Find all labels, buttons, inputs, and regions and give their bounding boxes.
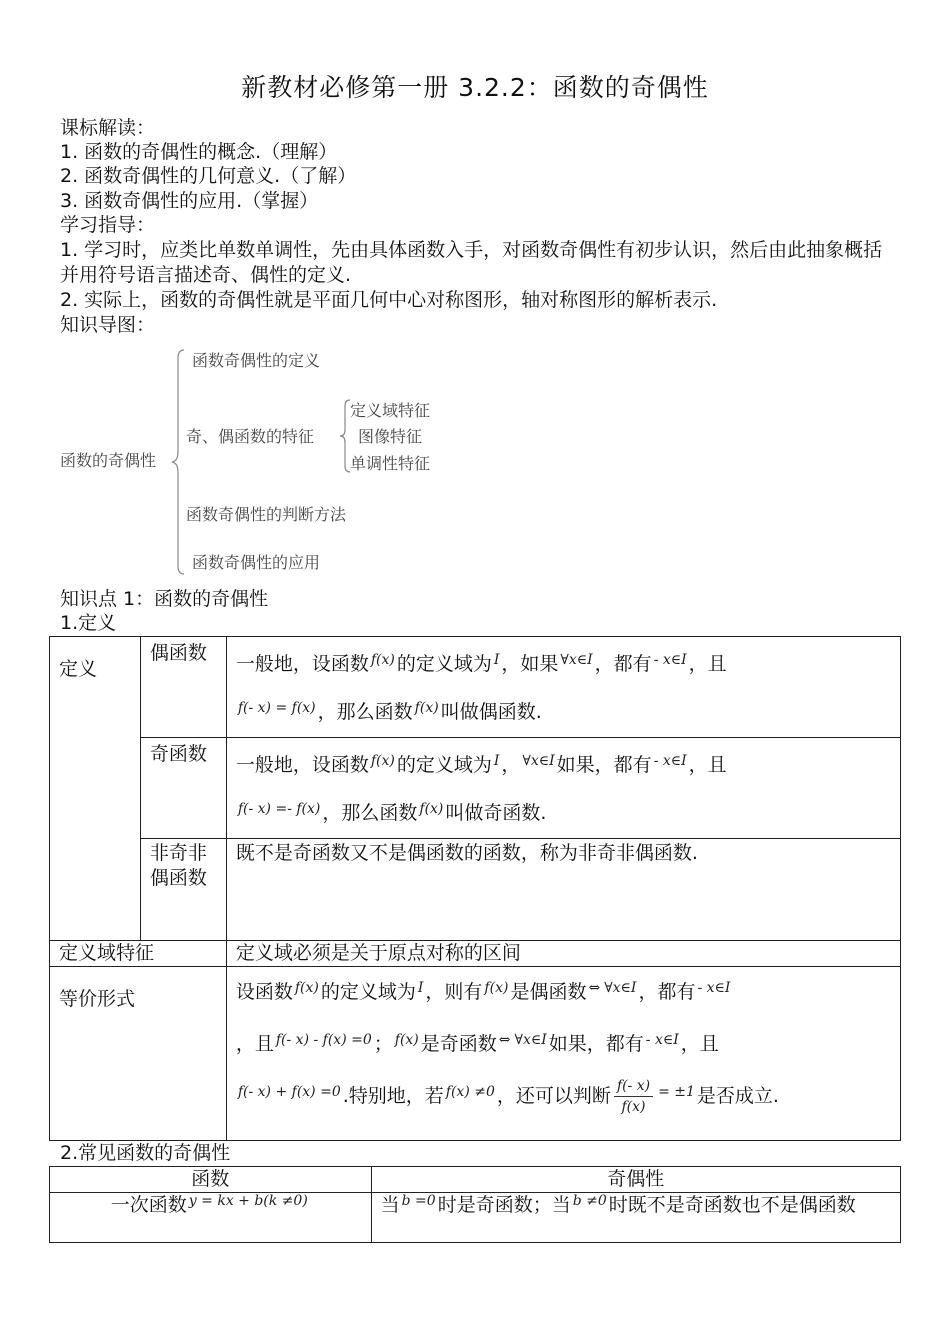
odd-definition: 一般地，设函数 $^{f(x)}$ 的定义域为 $^I$ ， $^{\forall x\in I}$ 如果，都有 $^{- x\in I}$ ，且 $^{f(- x) =- f(x)}$ ，那么函数 $^{f(x)}$ 叫做奇函数.	[226, 738, 900, 839]
math-linear-formula: y = kx + b(k ≠0)	[188, 1193, 308, 1209]
label-odd-function: 奇函数	[140, 738, 226, 839]
label-domain-feature: 定义域特征	[50, 941, 227, 967]
section1-heading: 知识点 1：函数的奇偶性	[60, 588, 269, 610]
label-definition: 定义	[50, 637, 141, 941]
math-fx: f(x)	[370, 652, 395, 668]
math-neg-x: - x∈I	[653, 753, 687, 769]
label-neither-function: 非奇非偶函数	[140, 839, 226, 941]
label-equivalent-form: 等价形式	[50, 967, 227, 1141]
col-header-function: 函数	[50, 1167, 372, 1193]
math-forall: ∀x∈I	[604, 980, 637, 996]
common-functions-table	[49, 1166, 901, 1243]
col-header-parity: 奇偶性	[371, 1167, 900, 1193]
mindmap-root-brace	[170, 348, 186, 576]
math-fx-nonzero: f(x) ≠0	[445, 1084, 495, 1100]
domain-feature-text: 定义域必须是关于原点对称的区间	[226, 941, 900, 967]
math-fx: f(x)	[394, 1032, 419, 1048]
neither-definition: 既不是奇函数又不是偶函数的函数，称为非奇非偶函数.	[226, 839, 900, 941]
math-forall: ∀x∈I	[560, 652, 593, 668]
math-b-zero: b =0	[401, 1193, 436, 1209]
math-even-eq: f(- x) = f(x)	[237, 700, 316, 716]
math-ratio-fraction: $\frac{f(- x)}{f(x)}$	[614, 1076, 653, 1117]
label-even-function: 偶函数	[140, 637, 226, 738]
row-linear-function: 一次函数 $^{y = kx + b(k \ne 0)}$	[50, 1193, 372, 1243]
math-plus-minus-one: = ±1	[658, 1084, 695, 1100]
math-fx: f(x)	[370, 753, 395, 769]
iff-symbol: ⇔	[588, 980, 601, 996]
math-b-nonzero: b ≠0	[572, 1193, 607, 1209]
mindmap-branch-definition: 函数奇偶性的定义	[192, 351, 321, 370]
mindmap-root: 函数的奇偶性	[60, 451, 157, 470]
section1-sub: 1.定义	[60, 612, 117, 634]
math-even-equiv: f(- x) - f(x) =0	[275, 1032, 372, 1048]
math-fx: f(x)	[294, 980, 319, 996]
math-neg-x: - x∈I	[697, 980, 731, 996]
standards-heading: 课标解读：	[60, 117, 156, 139]
math-fx: f(x)	[484, 980, 509, 996]
mindmap-branch-features: 奇、偶函数的特征	[186, 427, 315, 446]
definition-table	[49, 636, 901, 1141]
mindmap-branch-application: 函数奇偶性的应用	[192, 553, 321, 572]
iff-symbol: ⇔	[498, 1032, 511, 1048]
even-definition: 一般地，设函数 $^{f(x)}$ 的定义域为 $^I$ ，如果 $^{\forall x\in I}$ ，都有 $^{- x\in I}$ ，且 $^{f(- x) = f(x)}$ ，那么函数 $^{f(x)}$ 叫做偶函数.	[226, 637, 900, 738]
math-fx: f(x)	[414, 700, 439, 716]
mindmap-sub-graph: 图像特征	[358, 427, 423, 446]
equivalent-form-text: 设函数 $^{f(x)}$ 的定义域为 $^I$ ，则有 $^{f(x)}$ 是偶函数 ⇔ $^{\forall x\in I}$ ，都有 $^{- x\in I}$ ，且 $^{f(- x) - f(x) =0}$ ； $^{f(x)}$ 是奇函数 ⇔ $^{\forall x\in I}$ 如果，都有 $^{- x\in I}$ ，且 $^{f(- x) + f(x) =0}$ .特别地，若 $^{f(x) \ne 0}$ ，还可以判断 $\frac{f(- x)}{f(x)}$ $^{= \pm 1}$ 是否成立.	[226, 967, 900, 1141]
math-odd-eq: f(- x) =- f(x)	[237, 801, 321, 817]
math-fx: f(x)	[419, 801, 444, 817]
row-linear-parity: 当 $^{b =0}$ 时是奇函数；当 $^{b \ne 0}$ 时既不是奇函数也不是偶函数	[371, 1193, 900, 1243]
guidance-item-2: 2. 实际上，函数的奇偶性就是平面几何中心对称图形，轴对称图形的解析表示.	[60, 289, 718, 311]
math-domain-I: I	[493, 652, 500, 668]
mindmap-heading: 知识导图：	[60, 314, 156, 336]
math-domain-I: I	[417, 980, 424, 996]
math-forall: ∀x∈I	[522, 753, 555, 769]
math-domain-I: I	[493, 753, 500, 769]
math-forall: ∀x∈I	[514, 1032, 547, 1048]
standards-item-3: 3. 函数奇偶性的应用.（掌握）	[60, 190, 319, 212]
guidance-heading: 学习指导：	[60, 214, 156, 236]
page-title: 新教材必修第一册 3.2.2：函数的奇偶性	[241, 73, 709, 102]
mindmap-branch-judgement: 函数奇偶性的判断方法	[186, 505, 347, 524]
standards-item-2: 2. 函数奇偶性的几何意义.（了解）	[60, 165, 357, 187]
math-odd-equiv: f(- x) + f(x) =0	[237, 1084, 341, 1100]
math-neg-x: - x∈I	[645, 1032, 679, 1048]
guidance-item-1: 1. 学习时，应类比单数单调性，先由具体函数入手，对函数奇偶性有初步认识，然后由此抽象概括并用符号语言描述奇、偶性的定义.	[60, 239, 883, 286]
standards-item-1: 1. 函数的奇偶性的概念.（理解）	[60, 141, 338, 163]
math-neg-x: - x∈I	[653, 652, 687, 668]
mindmap-sub-monotonic: 单调性特征	[350, 454, 431, 473]
mindmap-sub-domain: 定义域特征	[350, 401, 431, 420]
section2-heading: 2.常见函数的奇偶性	[60, 1142, 231, 1164]
